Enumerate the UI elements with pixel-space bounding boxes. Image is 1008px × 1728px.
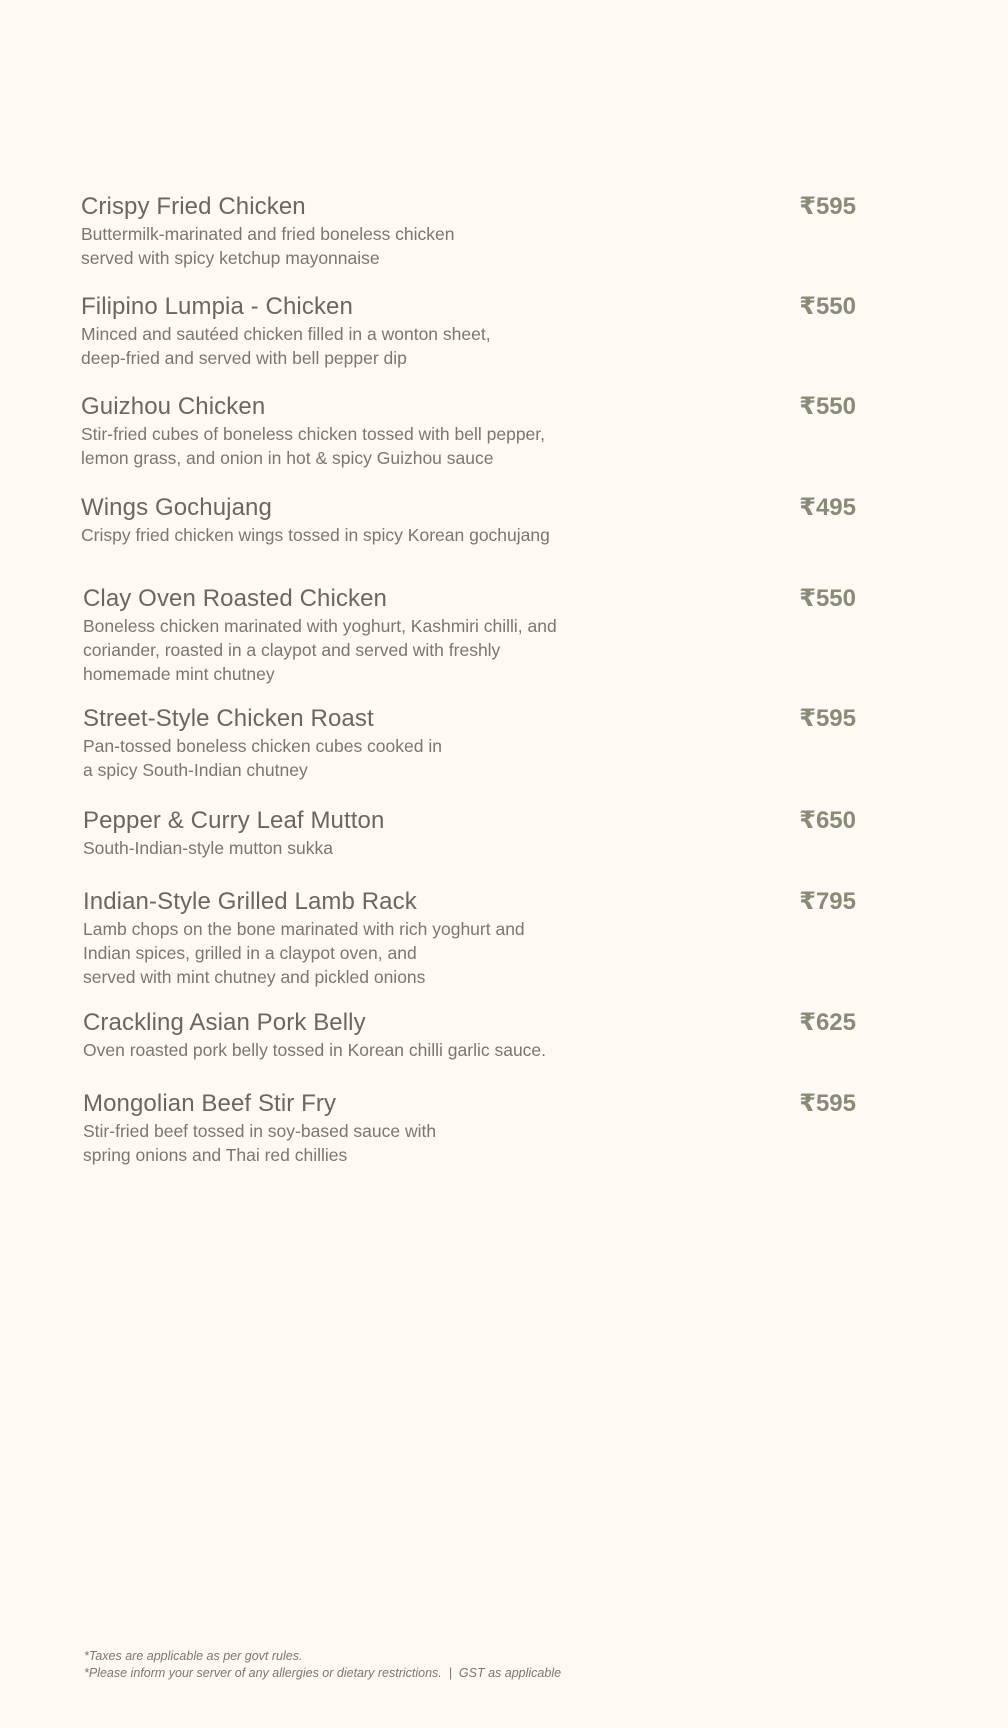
item-name: Clay Oven Roasted Chicken: [83, 585, 387, 612]
item-name: Guizhou Chicken: [81, 393, 266, 420]
item-description: Boneless chicken marinated with yoghurt, Kashmiri chilli, and coriander, roasted in a claypot and served with freshly homemade mint chutney: [83, 616, 557, 684]
item-name: Wings Gochujang: [81, 494, 272, 521]
item-description: South-Indian-style mutton sukka: [83, 838, 333, 858]
item-description: Minced and sautéed chicken filled in a wonton sheet, deep-fried and served with bell pepper dip: [81, 324, 491, 368]
item-name: Crackling Asian Pork Belly: [83, 1009, 366, 1036]
item-price: ₹550: [799, 585, 856, 612]
item-price: ₹595: [799, 193, 856, 220]
item-price: ₹550: [799, 393, 856, 420]
item-price: ₹495: [799, 494, 856, 521]
item-name: Mongolian Beef Stir Fry: [83, 1090, 337, 1117]
item-price: ₹795: [799, 888, 856, 915]
item-description: Oven roasted pork belly tossed in Korean chilli garlic sauce.: [83, 1040, 547, 1060]
allergy-gst-note: *Please inform your server of any allergies or dietary restrictions. | GST as applicable: [84, 1666, 562, 1680]
item-price: ₹550: [799, 293, 856, 320]
item-description: Lamb chops on the bone marinated with rich yoghurt and Indian spices, grilled in a claypot oven, and served with mint chutney and pickled onions: [83, 919, 525, 987]
item-price: ₹650: [799, 807, 856, 834]
item-description: Stir-fried cubes of boneless chicken tossed with bell pepper, lemon grass, and onion in hot & spicy Guizhou sauce: [81, 424, 546, 468]
footer-notes: [84, 1648, 561, 1682]
item-name: Pepper & Curry Leaf Mutton: [83, 807, 385, 834]
item-description: Buttermilk-marinated and fried boneless chicken served with spicy ketchup mayonnaise: [81, 224, 455, 268]
item-description: Crispy fried chicken wings tossed in spicy Korean gochujang: [81, 525, 550, 545]
item-price: ₹595: [799, 1090, 856, 1117]
item-name: Filipino Lumpia - Chicken: [81, 293, 353, 320]
item-name: Street-Style Chicken Roast: [83, 705, 374, 732]
item-price: ₹595: [799, 705, 856, 732]
item-price: ₹625: [799, 1009, 856, 1036]
item-name: Indian-Style Grilled Lamb Rack: [83, 888, 417, 915]
item-name: Crispy Fried Chicken: [81, 193, 306, 220]
item-description: Stir-fried beef tossed in soy-based sauce with spring onions and Thai red chillies: [83, 1121, 437, 1165]
tax-note: *Taxes are applicable as per govt rules.: [84, 1649, 303, 1663]
item-description: Pan-tossed boneless chicken cubes cooked in a spicy South-Indian chutney: [83, 736, 442, 780]
